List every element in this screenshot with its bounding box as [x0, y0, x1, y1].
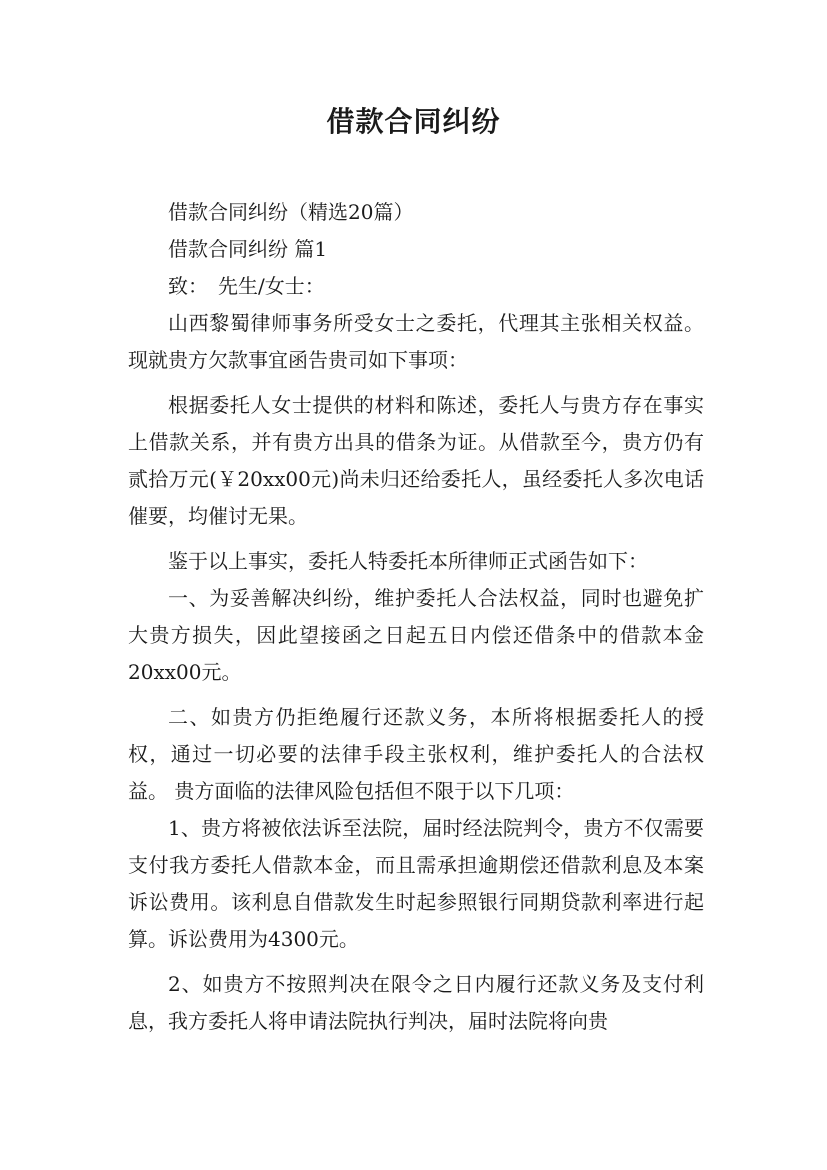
paragraph-section-heading: 借款合同纠纷 篇1 [168, 237, 328, 261]
paragraph-facts: 根据委托人女士提供的材料和陈述，委托人与贵方存在事实上借款关系，并有贵方出具的借条为证。从借款至今，贵方仍有贰拾万元(￥20xx00元)尚未归还给委托人，虽经委托人多次电话催要，均催讨无果。 [128, 393, 704, 528]
paragraph-item-2: 二、如贵方仍拒绝履行还款义务，本所将根据委托人的授权，通过一切必要的法律手段主张权利，维护委托人的合法权益。 贵方面临的法律风险包括但不限于以下几项： [128, 705, 704, 803]
paragraph-intro: 山西黎蜀律师事务所受女士之委托，代理其主张相关权益。现就贵方欠款事宜函告贵司如下事项： [128, 311, 704, 372]
paragraph-notice-lead: 鉴于以上事实，委托人特委托本所律师正式函告如下： [168, 549, 648, 573]
paragraph-item-1: 一、为妥善解决纠纷，维护委托人合法权益，同时也避免扩大贵方损失，因此望接函之日起五日内偿还借条中的借款本金20xx00元。 [128, 586, 704, 684]
document-body [128, 194, 704, 1040]
paragraph-risk-2: 2、如贵方不按照判决在限令之日内履行还款义务及支付利息，我方委托人将申请法院执行判决，届时法院将向贵 [128, 972, 704, 1033]
paragraph-subtitle: 借款合同纠纷（精选20篇） [168, 200, 414, 224]
paragraph-risk-1: 1、贵方将被依法诉至法院，届时经法院判令，贵方不仅需要支付我方委托人借款本金，而且需承担逾期偿还借款利息及本案诉讼费用。该利息自借款发生时起参照银行同期贷款利率进行起算。诉讼费用为4300元。 [128, 816, 704, 951]
document-title: 借款合同纠纷 [326, 105, 501, 138]
paragraph-salutation: 致： 先生/女士： [168, 274, 325, 298]
